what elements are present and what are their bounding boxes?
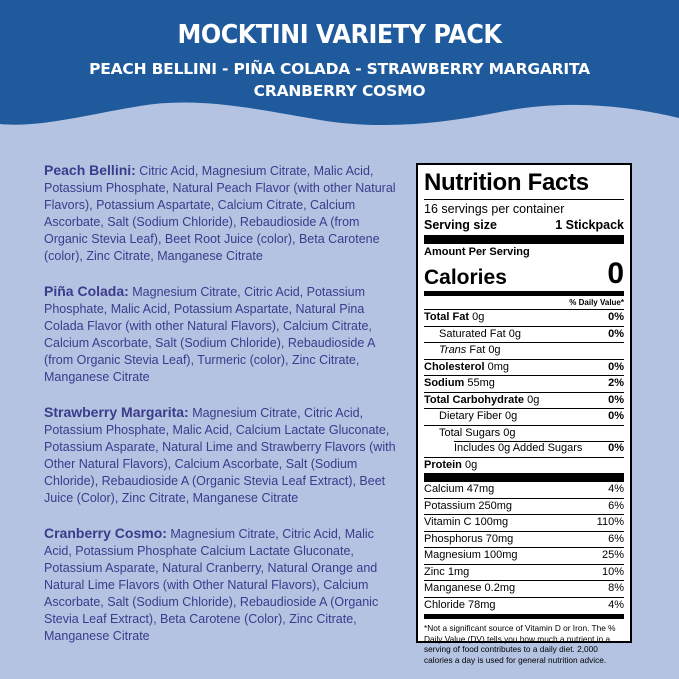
ingredient-block-strawberry-margarita	[44, 404, 396, 507]
ingredient-list: Magnesium Citrate, Citric Acid, Malic Acid, Potassium Phosphate Calcium Lactate Gluconate, Potassium Asparate, Natural Cranberry, Natural Orange and Natural Lime Flavors (with Other Natural Flavors), Calcium Ascorbate, Salt (Sodium Chloride), Rebaudioside A (Organic Stevia Leaf Extract), Beta Carotene (Color), Zinc Citrate, Manganese Citrate	[44, 527, 379, 643]
mineral-dv: 110%	[596, 516, 624, 528]
ingredient-name: Piña Colada:	[44, 283, 129, 299]
divider	[424, 199, 624, 200]
nutrient-amount: Fat 0g	[466, 344, 501, 356]
nutrient-amount: 0g	[469, 311, 485, 323]
mineral-row-manganese	[424, 580, 624, 597]
mineral-row-calcium	[424, 482, 624, 498]
nutrient-dv: 0%	[608, 311, 624, 323]
nutrient-label: Protein	[424, 458, 462, 471]
mineral-row-phosphorus	[424, 531, 624, 548]
nutrient-label: Trans	[439, 344, 467, 356]
mineral-row-potassium	[424, 498, 624, 515]
nutrient-label: Sodium	[424, 377, 465, 389]
mineral-label: Zinc 1mg	[424, 565, 470, 578]
nutrient-amount: 55mg	[464, 377, 495, 389]
nutrient-dv: 0%	[608, 327, 624, 340]
serving-size-row	[424, 217, 624, 233]
daily-value-header: % Daily Value*	[569, 298, 624, 307]
ingredient-block-pina-colada	[44, 283, 396, 386]
nutrient-dv: 0%	[608, 410, 624, 422]
nutrient-label: Total Sugars 0g	[439, 426, 516, 439]
ingredient-name: Cranberry Cosmo:	[44, 525, 167, 541]
nutrition-facts-panel	[416, 163, 632, 665]
nutrient-label: Total Fat	[424, 311, 470, 323]
amount-per-serving: Amount Per Serving	[424, 246, 530, 258]
nutrient-label: Includes 0g Added Sugars	[454, 442, 583, 454]
nutrient-dv: 0%	[608, 360, 624, 373]
nutrient-row-total-carbohydrate	[424, 392, 624, 409]
nutrient-amount: 0g	[524, 393, 540, 406]
thick-divider	[424, 235, 624, 244]
ingredient-block-cranberry-cosmo	[44, 525, 396, 645]
nutrient-label: Saturated Fat 0g	[439, 327, 521, 340]
nutrient-label: Cholesterol	[424, 360, 485, 373]
mineral-label: Magnesium 100mg	[424, 549, 518, 561]
mineral-row-vitamin-c	[424, 514, 624, 531]
serving-size-value: 1 Stickpack	[555, 218, 624, 232]
ingredient-list: Citric Acid, Magnesium Citrate, Malic Acid, Potassium Phosphate, Natural Peach Flavor (with other Natural Flavors), Potassium Aspartate, Calcium Citrate, Calcium Ascorbate, Salt (Sodium Chloride), Rebaudioside A (from Organic Stevia Leaf), Beet Root Juice (color), Beta Carotene (color), Zinc Citrate, Manganese Citrate	[44, 164, 396, 263]
mineral-dv: 8%	[608, 582, 624, 594]
ingredients-section	[44, 162, 396, 663]
servings-per-container: 16 servings per container	[424, 202, 565, 216]
nutrient-row-trans-fat	[424, 342, 624, 359]
mineral-label: Phosphorus 70mg	[424, 532, 514, 545]
calories-row	[424, 259, 624, 289]
calories-label: Calories	[424, 266, 507, 289]
nutrient-row-added-sugars	[424, 441, 624, 457]
ingredient-list: Magnesium Citrate, Citric Acid, Potassium Phosphate, Malic Acid, Calcium Lactate Gluconate, Potassium Asparate, Natural Lime and Strawberry Flavors (with Other Natural Flavors), Calcium Ascorbate, Salt (Sodium Chloride), Rebaudioside A (Organic Stevia Leaf Extract), Beet Juice (Color), Zinc Citrate, Manganese Citrate	[44, 406, 396, 505]
thick-divider	[424, 473, 624, 482]
nutrition-footnote: *Not a significant source of Vitamin D or Iron. The % Daily Value (DV) tells you how much a nutrient in a serving of food contributes to a daily diet. 2,000 calories a day is used for general nutrition advice.	[424, 614, 624, 665]
mineral-dv: 10%	[601, 565, 624, 578]
nutrition-facts-title: Nutrition Facts	[424, 169, 589, 196]
mineral-label: Potassium 250mg	[424, 499, 513, 512]
mineral-dv: 4%	[608, 598, 624, 611]
flavor-list-line-2: CRANBERRY COSMO	[253, 82, 426, 100]
mineral-dv: 6%	[608, 499, 624, 512]
ingredient-name: Strawberry Margarita:	[44, 404, 189, 420]
mineral-dv: 4%	[608, 483, 624, 495]
nutrient-label: Dietary Fiber 0g	[439, 410, 518, 422]
nutrient-amount: 0mg	[484, 360, 509, 373]
mineral-row-zinc	[424, 564, 624, 581]
nutrient-row-protein	[424, 457, 624, 474]
nutrient-dv: 0%	[608, 393, 624, 406]
nutrient-amount: 0g	[461, 458, 478, 471]
nutrient-row-sodium	[424, 375, 624, 392]
mineral-label: Calcium 47mg	[424, 483, 495, 495]
serving-size-label: Serving size	[424, 218, 497, 232]
mineral-label: Vitamin C 100mg	[424, 516, 509, 528]
nutrient-row-dietary-fiber	[424, 408, 624, 425]
mineral-dv: 25%	[601, 549, 624, 561]
mineral-row-magnesium	[424, 547, 624, 564]
page-title: MOCKTINI VARIETY PACK	[177, 20, 502, 50]
nutrient-dv: 2%	[608, 377, 624, 389]
nutrient-row-saturated-fat	[424, 326, 624, 343]
calories-value: 0	[607, 257, 624, 290]
ingredient-list: Magnesium Citrate, Citric Acid, Potassium Phosphate, Malic Acid, Potassium Aspartate, Natural Pina Colada Flavor (with other Natural Flavors), Calcium Citrate, Calcium Ascorbate, Salt (Sodium Chloride), Rebaudioside A (from Organic Stevia Leaf), Turmeric (color), Zinc Citrate, Manganese Citrate	[44, 285, 375, 384]
flavor-list-line-1: PEACH BELLINI - PIÑA COLADA - STRAWBERRY MARGARITA	[89, 60, 590, 78]
nutrient-label: Total Carbohydrate	[424, 393, 525, 406]
mineral-dv: 6%	[608, 532, 624, 545]
ingredient-name: Peach Bellini:	[44, 162, 136, 178]
nutrient-row-total-sugars	[424, 425, 624, 442]
mineral-label: Manganese 0.2mg	[424, 582, 516, 594]
mineral-label: Chloride 78mg	[424, 598, 496, 611]
mineral-row-chloride	[424, 597, 624, 614]
ingredient-block-peach-bellini	[44, 162, 396, 265]
nutrient-row-total-fat	[424, 309, 624, 326]
nutrient-row-cholesterol	[424, 359, 624, 376]
header	[0, 0, 679, 102]
nutrient-dv: 0%	[608, 442, 624, 454]
